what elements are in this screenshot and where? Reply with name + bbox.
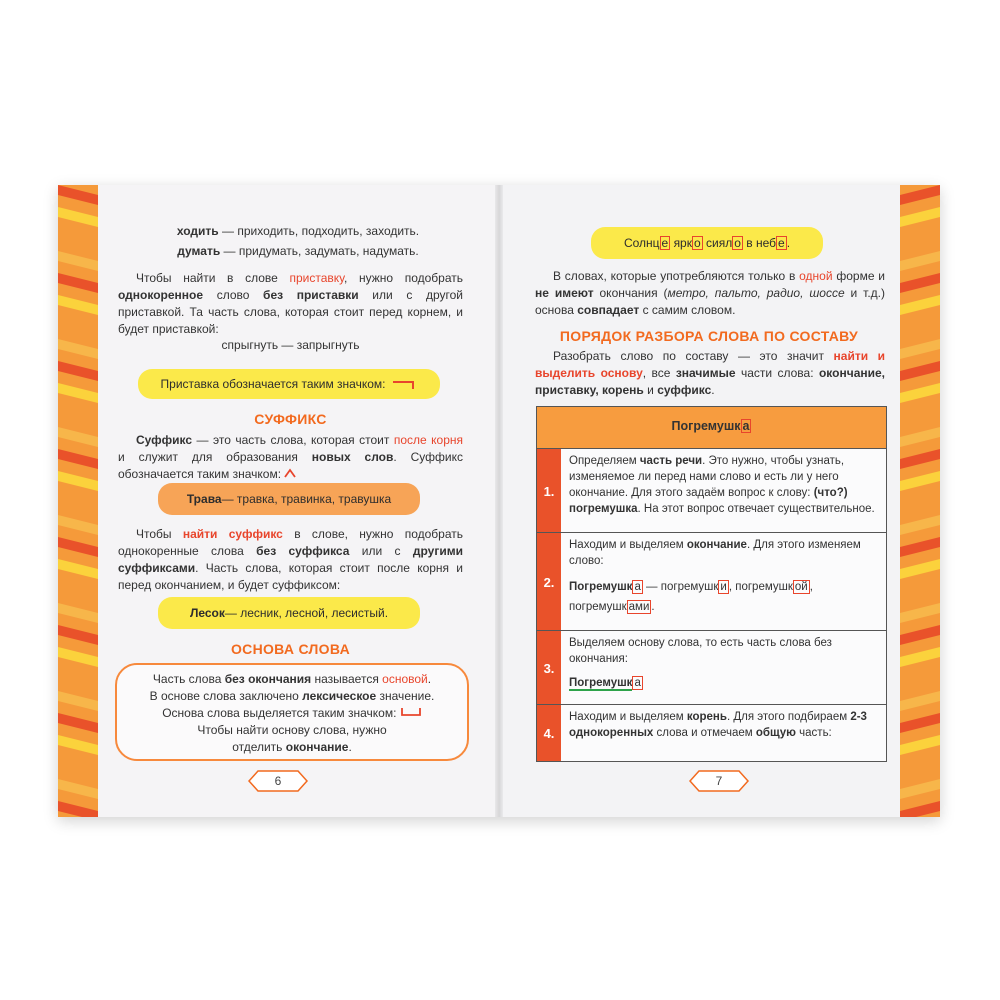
text-segment: части слова: (735, 366, 819, 380)
highlight-term: после корня (393, 433, 464, 447)
osnova-line-1 (117, 671, 467, 688)
text-segment: Чтобы найти в слове (136, 271, 290, 285)
text-segment: Часть слова (152, 672, 225, 686)
bold-term: без приставки (263, 288, 359, 302)
open-book (58, 185, 940, 817)
text-segment: . (711, 383, 715, 397)
step-number: 2. (537, 533, 561, 631)
osnova-line-5 (117, 739, 467, 756)
word-stem: погремушк (569, 601, 627, 613)
prefix-sign-box (138, 369, 440, 399)
word-ending: ой (794, 581, 808, 593)
example-word: Трава (186, 492, 222, 506)
example-word: Лесок (189, 606, 225, 620)
stem-mark-icon (400, 707, 422, 717)
osnova-line-2 (117, 688, 467, 705)
bold-term: суффикс (657, 383, 712, 397)
order-intro-paragraph (535, 348, 885, 399)
word-stem: , погремушк (728, 581, 793, 593)
bold-term: часть речи (639, 455, 703, 467)
text-segment: В основе слова заключено (149, 689, 303, 703)
text-segment: , нужно подобрать (343, 271, 463, 285)
step-row-2 (536, 532, 887, 632)
bold-term: окончание, приставку, корень (535, 366, 885, 397)
text-segment: окончания ( (593, 286, 668, 300)
text-segment: или с (349, 544, 413, 558)
bold-term: (что?) погремушка (569, 487, 848, 515)
book-spine (495, 185, 503, 817)
word-stem: Погремушк (569, 581, 633, 593)
parse-word (537, 419, 886, 433)
decorative-stripe-left (58, 185, 98, 817)
word-stem: сиял (706, 236, 733, 250)
step-number: 1. (537, 449, 561, 533)
word-ending: а (742, 419, 750, 433)
text-segment: слова и отмечаем (653, 727, 756, 739)
word-ending: е (661, 236, 669, 250)
example-rest: — лесник, лесной, лесистый. (224, 606, 389, 620)
step-row-4 (536, 704, 887, 762)
text-segment: . (651, 601, 655, 613)
example-word: думать (177, 244, 221, 258)
word-ending: о (734, 236, 741, 250)
bold-term: лексическое (302, 689, 377, 703)
example-rest: — приходить, подходить, заходить. (218, 224, 420, 238)
word-ending: а (634, 581, 641, 593)
text-segment: и служит для образования (118, 450, 312, 464)
text-segment: Чтобы (136, 527, 183, 541)
text-segment: . Часть слова, которая стоит после корня и перед окончанием, и будет суффиксом: (118, 561, 463, 592)
highlight-term: основой (382, 672, 428, 686)
suffix-find-paragraph (118, 526, 463, 594)
step-row-3 (536, 630, 887, 706)
decorative-stripe-right (900, 185, 940, 817)
bold-term: не имеют (535, 286, 594, 300)
text-segment: в слове, нужно подобрать однокоренные слова (118, 527, 463, 558)
word-ending: а (634, 677, 641, 689)
osnova-line-3 (117, 705, 467, 722)
bold-term: без окончания (224, 672, 312, 686)
text-segment: . На этот вопрос отвечает существительное. (637, 503, 875, 515)
word-stem: неб (755, 236, 777, 250)
text-segment: Чтобы найти основу слова, нужно (197, 723, 387, 737)
prefix-paragraph (118, 270, 463, 338)
prefix-example-text: спрыгнуть — запрыгнуть (221, 338, 360, 352)
step-number: 4. (537, 705, 561, 761)
step-row-1 (536, 448, 887, 534)
osnova-heading: ОСНОВА СЛОВА (230, 641, 350, 657)
text-segment: значение. (376, 689, 435, 703)
text-segment: Находим и выделяем (569, 539, 687, 551)
word-stem: ярк (673, 236, 692, 250)
text-segment: Основа слова выделяется таким значком: (162, 706, 397, 720)
text-segment: называется (311, 672, 383, 686)
text-segment: слово (203, 288, 264, 302)
text-segment: отделить (232, 740, 286, 754)
text-segment: . (348, 740, 352, 754)
bold-term: Суффикс (136, 433, 193, 447)
text-segment: с самим словом. (639, 303, 736, 317)
suffix-paragraph (118, 432, 463, 483)
word-stem: — погремушк (642, 581, 719, 593)
text-segment: форме и (832, 269, 885, 283)
highlight-term: приставку (289, 271, 344, 285)
sentence-period: . (786, 236, 791, 250)
step-text (569, 537, 880, 617)
highlight-term: одной (799, 269, 833, 283)
highlight-term: найти суффикс (182, 527, 283, 541)
text-segment: Находим и выделяем (569, 711, 687, 723)
text-segment: и (643, 383, 658, 397)
bold-term: однокоренное (118, 288, 204, 302)
word-ending: ами (628, 601, 650, 613)
text-segment: . Для этого подбираем (726, 711, 851, 723)
bold-term: совпадает (577, 303, 640, 317)
text-segment: Выделяем основу слова, то есть часть слова без окончания: (569, 637, 832, 665)
text-segment: . (427, 672, 432, 686)
unchangeable-words-paragraph (535, 268, 885, 319)
word-stem: Погремушк (671, 419, 741, 433)
step-text (569, 709, 880, 741)
stem-example (569, 675, 880, 691)
step-text (569, 453, 880, 517)
word-ending: е (778, 236, 785, 250)
highlight-term: найти и выделить основу (535, 349, 885, 380)
example-line-2 (118, 243, 478, 260)
suffix-mark-icon (284, 468, 296, 478)
page-number-left: 6 (274, 774, 282, 788)
page-number-right: 7 (715, 774, 723, 788)
text-segment: . Это нужно, чтобы узнать, изменяемое ли перед нами слово и есть ли у него окончание. Для этого задаём вопрос к слову: (569, 455, 845, 499)
text-segment: . Суффикс обозначается таким значком: (118, 450, 463, 481)
example-rest: — травка, травинка, травушка (221, 492, 392, 506)
word-ending: о (693, 236, 701, 250)
text-segment: Разобрать слово по составу — это значит (553, 349, 834, 363)
word-ending: и (720, 581, 727, 593)
example-line-1 (118, 223, 478, 240)
osnova-line-4 (117, 722, 467, 739)
parse-table-header (536, 406, 887, 450)
osnova-definition-box (115, 663, 469, 761)
text-segment: и т.д.) основа (535, 286, 885, 317)
text-segment: . Для этого изменяем слово: (569, 539, 861, 567)
word-stem: Погремушк (569, 677, 633, 689)
bold-term: без суффикса (256, 544, 350, 558)
word-preposition: в (746, 236, 753, 250)
trava-example-box (158, 483, 420, 515)
page-right (499, 185, 940, 817)
example-rest: — придумать, задумать, надумать. (220, 244, 419, 258)
suffix-heading: СУФФИКС (254, 411, 327, 427)
bold-term: окончание (686, 539, 747, 551)
bold-term: корень (686, 711, 727, 723)
text-segment: В словах, которые употребляются только в (553, 269, 800, 283)
word-stem: Солнц (623, 236, 660, 250)
page-left (58, 185, 499, 817)
text-segment: , все (642, 366, 676, 380)
text-segment: Определяем (569, 455, 640, 467)
lesok-example-box (158, 597, 420, 629)
step-text (569, 635, 880, 691)
text-segment: — это часть слова, которая стоит (192, 433, 394, 447)
bold-term: 2-3 однокоренных (569, 711, 867, 739)
step-number: 3. (537, 631, 561, 705)
prefix-mark-icon (391, 378, 417, 390)
example-sentence-box (591, 227, 823, 259)
order-heading: ПОРЯДОК РАЗБОРА СЛОВА ПО СОСТАВУ (559, 328, 859, 344)
text-segment: , (809, 581, 813, 593)
bold-term: другими суффиксами (118, 544, 463, 575)
bold-term: новых слов (311, 450, 394, 464)
bold-term: окончание (285, 740, 349, 754)
bold-term: значимые (675, 366, 736, 380)
bold-term: общую (755, 727, 796, 739)
text-segment: или с другой приставкой. Та часть слова, которая стоит перед корнем, и будет приставкой: (118, 288, 463, 336)
text-segment: часть: (795, 727, 832, 739)
italic-examples: метро, пальто, радио, шоссе (667, 286, 845, 300)
prefix-sign-text: Приставка обозначается таким значком: (160, 377, 386, 391)
ending-examples (569, 577, 880, 617)
example-word: ходить (176, 224, 219, 238)
prefix-example (118, 337, 463, 354)
